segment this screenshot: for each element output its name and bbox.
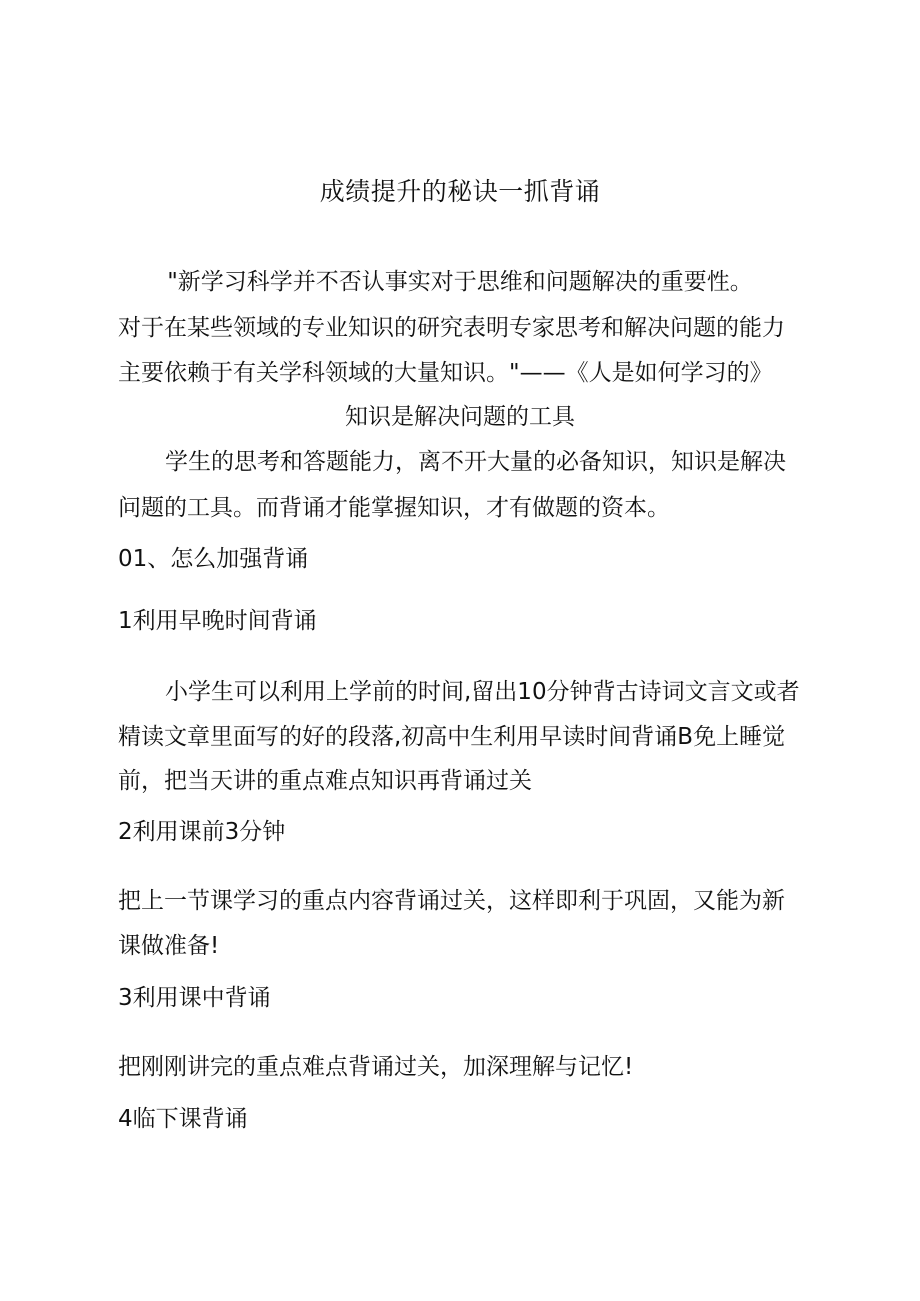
item-heading-1: 1利用早晚时间背诵 (118, 608, 317, 634)
quote-line-3: 主要依赖于有关学科领域的大量知识。"——《人是如何学习的》 (118, 360, 773, 386)
item-heading-3: 3利用课中背诵 (118, 985, 271, 1011)
item-1-line-3: 前，把当天讲的重点难点知识再背诵过关 (118, 768, 532, 794)
intro-line-2: 问题的工具。而背诵才能掌握知识，才有做题的资本。 (118, 495, 670, 521)
item-3-line-1: 把刚刚讲完的重点难点背诵过关，加深理解与记忆! (118, 1054, 634, 1080)
item-1-line-1: 小学生可以利用上学前的时间,留出10分钟背古诗词文言文或者 (165, 679, 800, 705)
section-heading: 01、怎么加强背诵 (118, 546, 309, 572)
item-1-line-2: 精读文章里面写的好的段落,初高中生利用早读时间背诵B免上睡觉 (118, 724, 786, 750)
item-2-line-2: 课做准备! (118, 933, 220, 959)
item-heading-2: 2利用课前3分钟 (118, 819, 286, 845)
document-title: 成绩提升的秘诀一抓背诵 (319, 177, 601, 206)
item-2-line-1: 把上一节课学习的重点内容背诵过关，这样即利于巩固，又能为新 (118, 888, 785, 914)
item-heading-4: 4临下课背诵 (118, 1106, 248, 1132)
section-subtitle: 知识是解决问题的工具 (345, 404, 575, 430)
quote-line-2: 对于在某些领域的专业知识的研究表明专家思考和解决问题的能力 (118, 315, 785, 341)
quote-line-1: "新学习科学并不否认事实对于思维和问题解决的重要性。 (167, 269, 753, 295)
intro-line-1: 学生的思考和答题能力，离不开大量的必备知识，知识是解决 (165, 449, 786, 475)
